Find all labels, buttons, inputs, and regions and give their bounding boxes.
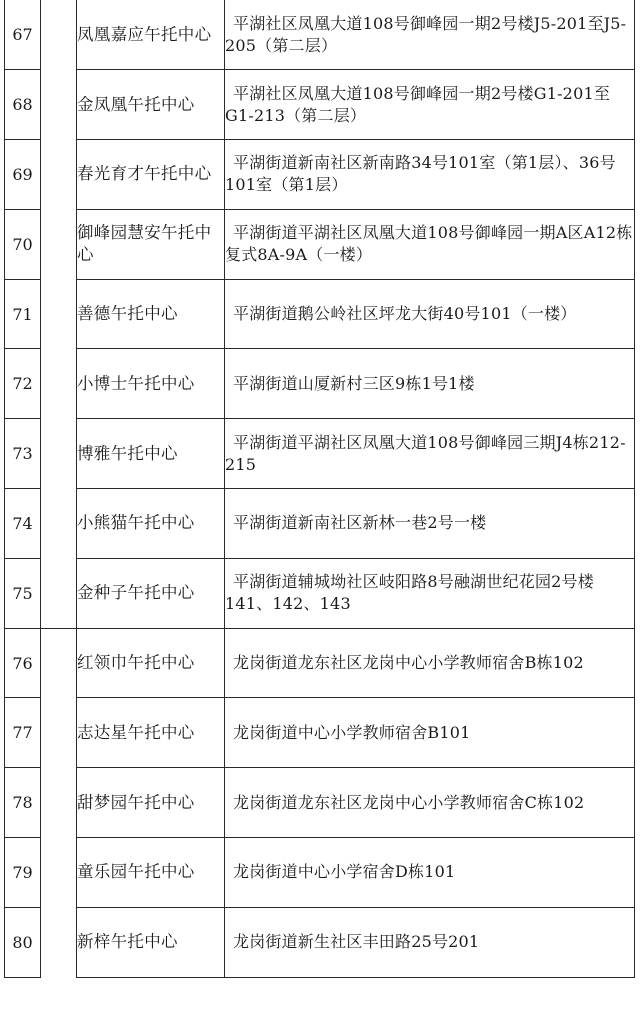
center-name: 凤凰嘉应午托中心 [77, 0, 225, 70]
table-row [5, 0, 635, 70]
table-row [5, 489, 635, 559]
center-address: 龙岗街道龙东社区龙岗中心小学教师宿舍B栋102 [225, 628, 635, 698]
center-address: 平湖街道平湖社区凤凰大道108号御峰园一期A区A12栋复式8A-9A（一楼） [225, 209, 635, 279]
table-row [5, 698, 635, 768]
center-address: 龙岗街道龙东社区龙岗中心小学教师宿舍C栋102 [225, 768, 635, 838]
center-address: 平湖街道辅城坳社区岐阳路8号融湖世纪花园2号楼141、142、143 [225, 558, 635, 628]
table-row [5, 628, 635, 698]
row-number: 80 [5, 907, 41, 977]
row-number: 76 [5, 628, 41, 698]
table-row [5, 70, 635, 140]
center-name: 童乐园午托中心 [77, 838, 225, 908]
center-address: 平湖街道鹅公岭社区坪龙大街40号101（一楼） [225, 279, 635, 349]
center-address: 平湖街道新南社区新南路34号101室（第1层）、36号101室（第1层） [225, 140, 635, 210]
district-cell [41, 0, 77, 70]
table-row [5, 907, 635, 977]
row-number: 78 [5, 768, 41, 838]
row-number: 71 [5, 279, 41, 349]
table-row [5, 768, 635, 838]
table-row [5, 279, 635, 349]
center-address: 平湖社区凤凰大道108号御峰园一期2号楼J5-201至J5-205（第二层） [225, 0, 635, 70]
row-number: 75 [5, 558, 41, 628]
row-number: 79 [5, 838, 41, 908]
center-address: 龙岗街道新生社区丰田路25号201 [225, 907, 635, 977]
district-cell [41, 698, 77, 768]
table-row [5, 558, 635, 628]
table-row [5, 419, 635, 489]
row-number: 73 [5, 419, 41, 489]
district-cell [41, 419, 77, 489]
table-row [5, 140, 635, 210]
row-number: 77 [5, 698, 41, 768]
lunch-care-center-table [4, 0, 635, 978]
district-cell [41, 558, 77, 628]
center-address: 龙岗街道中心小学教师宿舍B101 [225, 698, 635, 768]
district-cell [41, 70, 77, 140]
district-cell [41, 489, 77, 559]
row-number: 69 [5, 140, 41, 210]
center-address: 平湖街道新南社区新林一巷2号一楼 [225, 489, 635, 559]
row-number: 67 [5, 0, 41, 70]
district-cell [41, 838, 77, 908]
center-name: 小博士午托中心 [77, 349, 225, 419]
row-number: 68 [5, 70, 41, 140]
center-name: 春光育才午托中心 [77, 140, 225, 210]
center-name: 新梓午托中心 [77, 907, 225, 977]
center-address: 龙岗街道中心小学宿舍D栋101 [225, 838, 635, 908]
row-number: 72 [5, 349, 41, 419]
district-cell [41, 907, 77, 977]
table-row [5, 209, 635, 279]
center-name: 甜梦园午托中心 [77, 768, 225, 838]
district-cell [41, 140, 77, 210]
district-cell [41, 209, 77, 279]
center-name: 善德午托中心 [77, 279, 225, 349]
row-number: 70 [5, 209, 41, 279]
center-name: 红领巾午托中心 [77, 628, 225, 698]
row-number: 74 [5, 489, 41, 559]
center-address: 平湖社区凤凰大道108号御峰园一期2号楼G1-201至G1-213（第二层） [225, 70, 635, 140]
table-row [5, 838, 635, 908]
center-address: 平湖街道山厦新村三区9栋1号1楼 [225, 349, 635, 419]
center-name: 金种子午托中心 [77, 558, 225, 628]
center-address: 平湖街道平湖社区凤凰大道108号御峰园三期J4栋212-215 [225, 419, 635, 489]
district-cell [41, 768, 77, 838]
table-row [5, 349, 635, 419]
center-name: 御峰园慧安午托中心 [77, 209, 225, 279]
district-cell [41, 349, 77, 419]
district-cell [41, 279, 77, 349]
district-cell [41, 628, 77, 698]
center-name: 小熊猫午托中心 [77, 489, 225, 559]
center-name: 金凤凰午托中心 [77, 70, 225, 140]
center-name: 博雅午托中心 [77, 419, 225, 489]
center-name: 志达星午托中心 [77, 698, 225, 768]
